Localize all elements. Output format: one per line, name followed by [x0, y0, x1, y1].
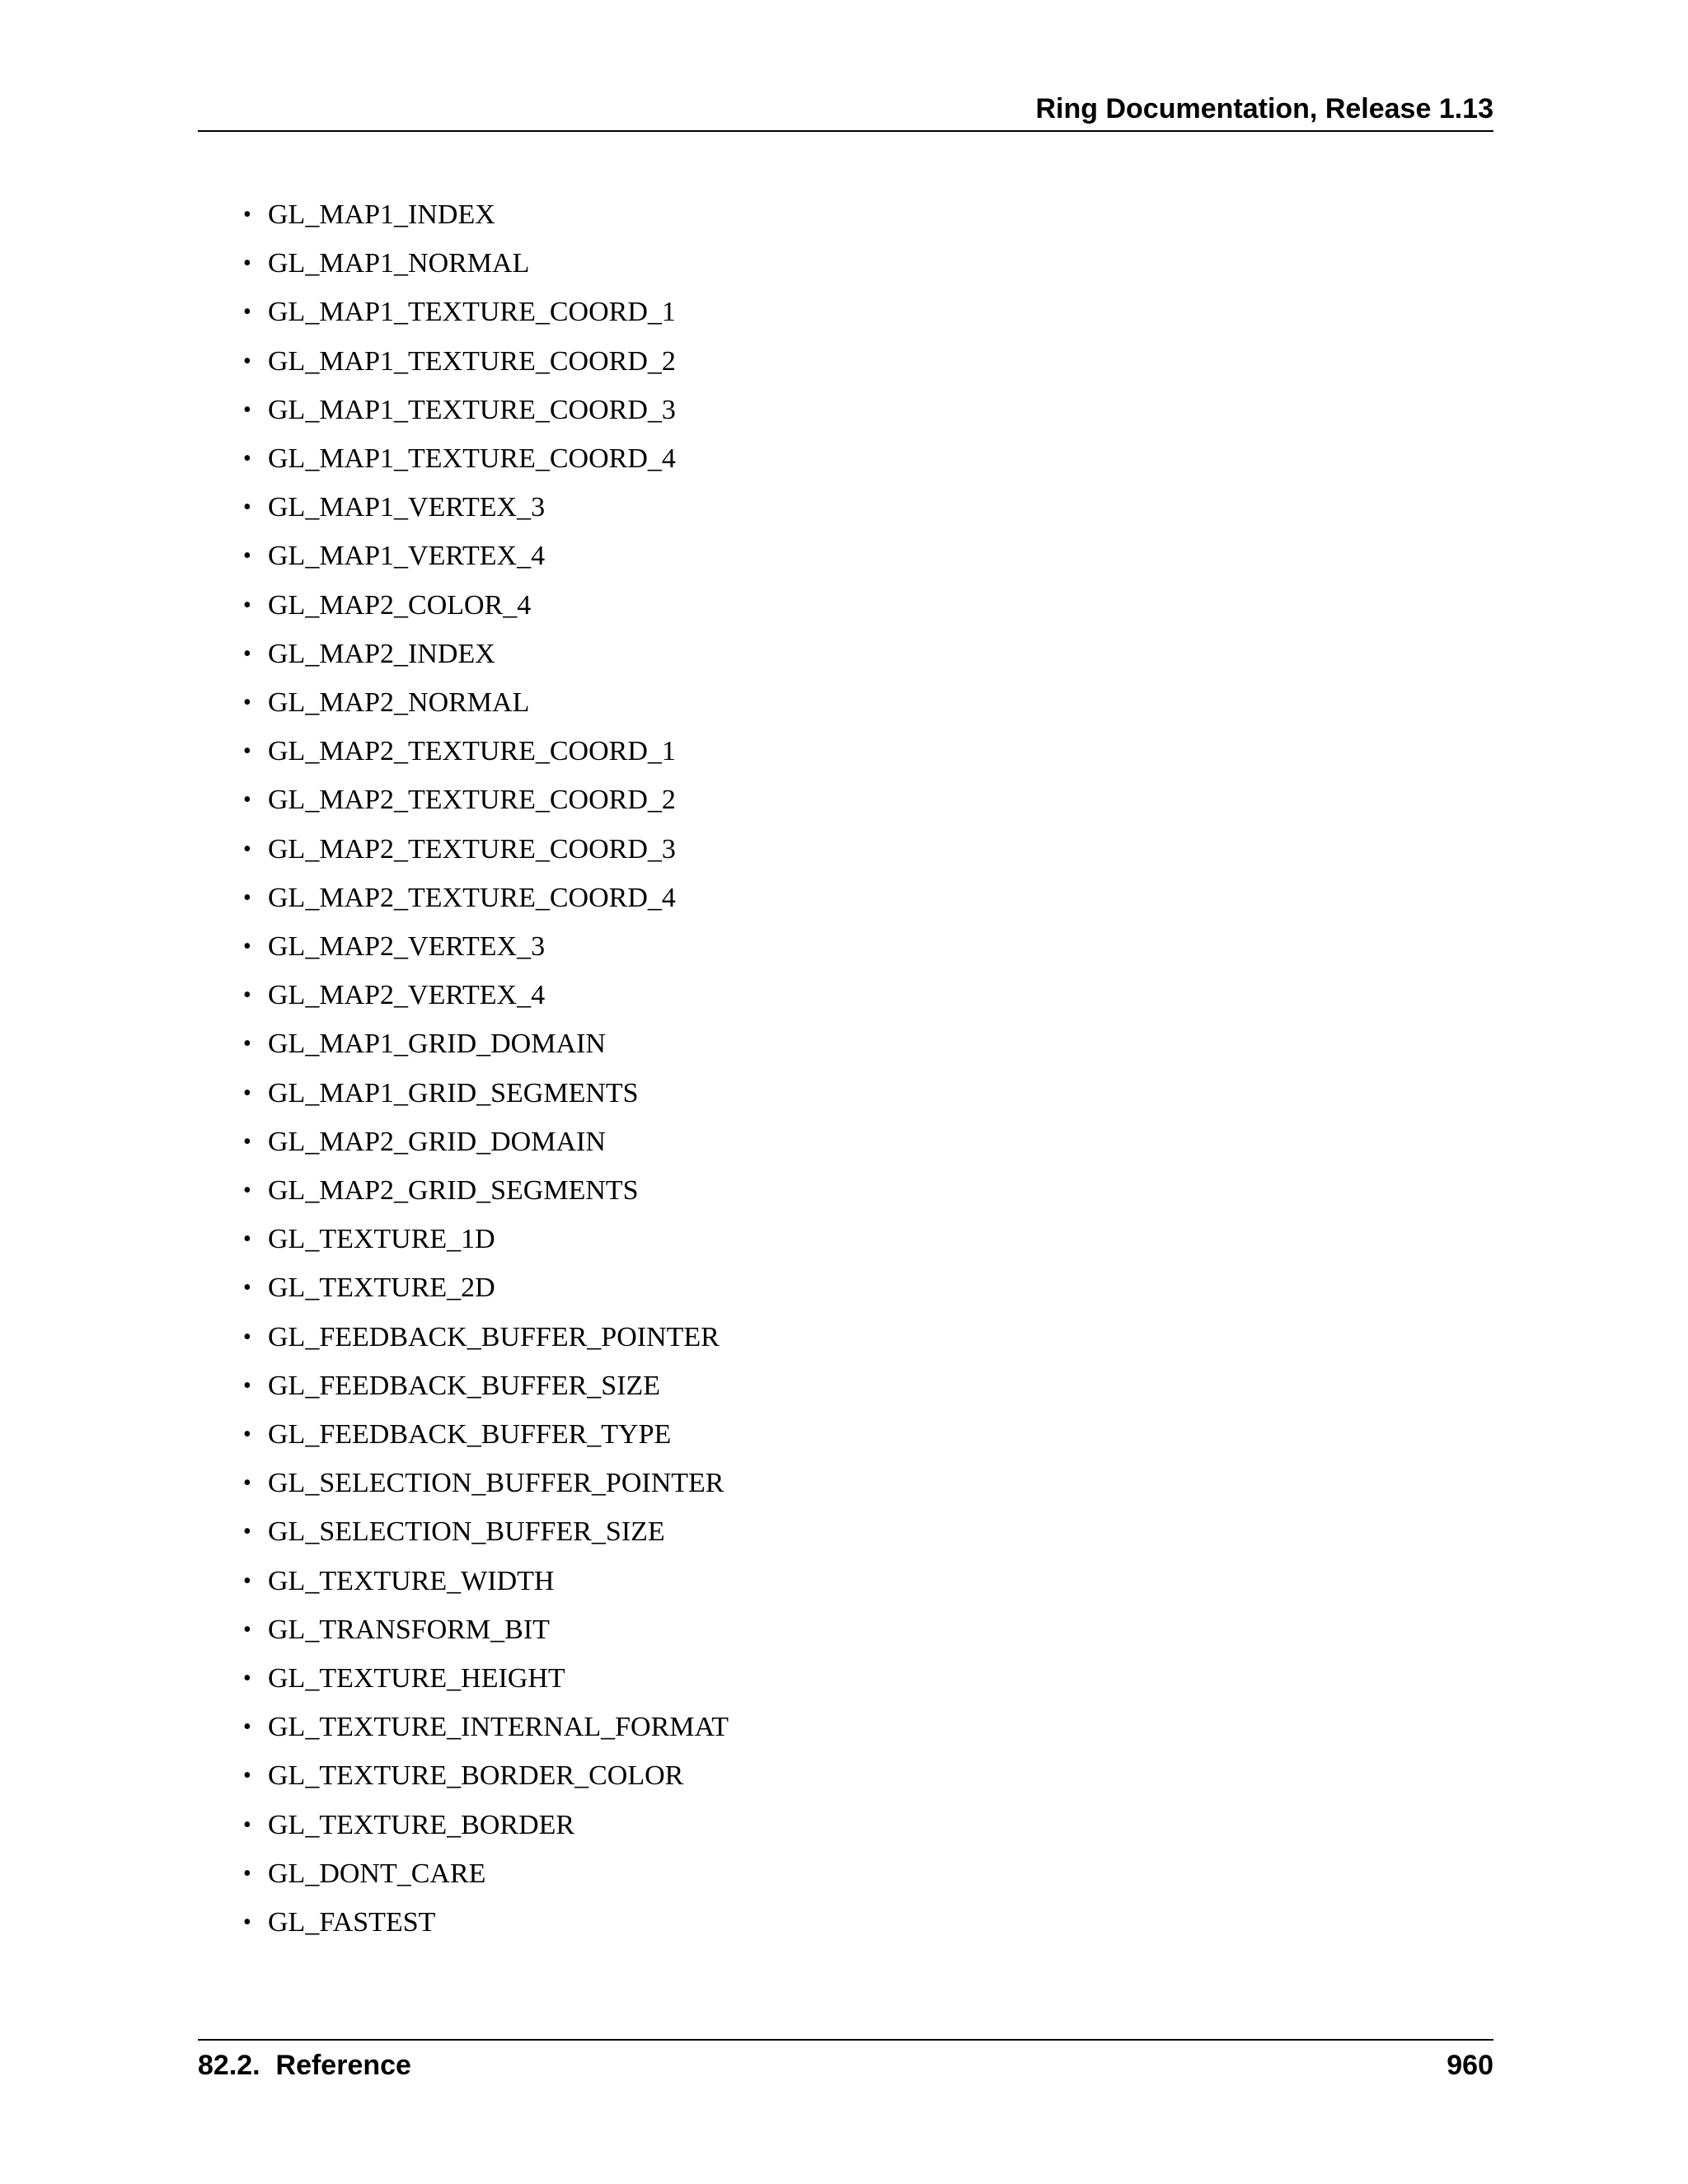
- bullet-marker: •: [243, 837, 251, 862]
- list-item-text: GL_MAP1_TEXTURE_COORD_3: [268, 395, 676, 425]
- list-item: [243, 780, 676, 820]
- bullet-marker: •: [243, 982, 251, 1008]
- header-rule: [198, 130, 1493, 132]
- list-item: [243, 1268, 495, 1308]
- list-item-text: GL_MAP2_TEXTURE_COORD_2: [268, 785, 676, 815]
- list-item-text: GL_MAP2_NORMAL: [268, 687, 530, 718]
- list-item: [243, 1464, 724, 1503]
- list-item: [243, 1512, 665, 1552]
- list-item: [243, 879, 676, 918]
- bullet-marker: •: [243, 1324, 251, 1350]
- bullet-marker: •: [243, 1470, 251, 1496]
- list-item: [243, 1171, 639, 1211]
- list-item-text: GL_MAP1_VERTEX_3: [268, 492, 546, 523]
- list-item-text: GL_MAP1_TEXTURE_COORD_4: [268, 443, 676, 474]
- bullet-marker: •: [243, 787, 251, 813]
- bullet-marker: •: [243, 1373, 251, 1399]
- list-item-text: GL_MAP2_GRID_DOMAIN: [268, 1127, 606, 1157]
- bullet-marker: •: [243, 543, 251, 569]
- list-item-text: GL_MAP1_INDEX: [268, 199, 495, 230]
- list-item-text: GL_MAP1_GRID_DOMAIN: [268, 1029, 606, 1059]
- bullet-marker: •: [243, 1275, 251, 1301]
- list-item: [243, 1562, 554, 1601]
- list-item: [243, 1756, 683, 1796]
- bullet-marker: •: [243, 1763, 251, 1788]
- bullet-marker: •: [243, 1226, 251, 1252]
- list-item: [243, 683, 529, 723]
- bullet-marker: •: [243, 202, 251, 227]
- bullet-marker: •: [243, 1178, 251, 1203]
- list-item: [243, 1024, 606, 1064]
- list-item-text: GL_MAP2_TEXTURE_COORD_1: [268, 736, 676, 766]
- bullet-marker: •: [243, 1129, 251, 1155]
- list-item: [243, 391, 676, 430]
- list-item-text: GL_MAP1_VERTEX_4: [268, 541, 546, 571]
- list-item-text: GL_SELECTION_BUFFER_SIZE: [268, 1516, 665, 1547]
- bullet-marker: •: [243, 349, 251, 374]
- list-item: [243, 1122, 606, 1162]
- list-item: [243, 927, 545, 967]
- footer-rule: [198, 2039, 1493, 2041]
- list-item: [243, 1659, 565, 1699]
- footer-section-title: 82.2. Reference: [198, 2050, 411, 2081]
- list-item: [243, 195, 495, 235]
- list-item: [243, 1610, 550, 1650]
- list-item-text: GL_MAP1_TEXTURE_COORD_2: [268, 346, 676, 377]
- bullet-marker: •: [243, 1910, 251, 1935]
- bullet-marker: •: [243, 690, 251, 715]
- list-item: [243, 439, 676, 479]
- bullet-marker: •: [243, 494, 251, 520]
- list-item-text: GL_MAP1_GRID_SEGMENTS: [268, 1078, 639, 1108]
- list-item-text: GL_FEEDBACK_BUFFER_TYPE: [268, 1419, 672, 1450]
- list-item: [243, 488, 545, 527]
- bullet-marker: •: [243, 397, 251, 423]
- bullet-marker: •: [243, 1080, 251, 1106]
- list-item-text: GL_SELECTION_BUFFER_POINTER: [268, 1468, 724, 1498]
- bullet-marker: •: [243, 1714, 251, 1740]
- list-item: [243, 1854, 485, 1894]
- list-item-text: GL_TRANSFORM_BIT: [268, 1615, 550, 1645]
- bullet-marker: •: [243, 934, 251, 959]
- list-item: [243, 732, 676, 771]
- list-item-text: GL_TEXTURE_BORDER_COLOR: [268, 1760, 684, 1791]
- list-item: [243, 1220, 495, 1259]
- list-item-text: GL_TEXTURE_WIDTH: [268, 1566, 555, 1596]
- bullet-marker: •: [243, 251, 251, 276]
- list-item-text: GL_TEXTURE_INTERNAL_FORMAT: [268, 1712, 729, 1742]
- bullet-marker: •: [243, 1031, 251, 1057]
- list-item-text: GL_FEEDBACK_BUFFER_SIZE: [268, 1371, 661, 1401]
- list-item-text: GL_MAP2_TEXTURE_COORD_3: [268, 834, 676, 865]
- bullet-marker: •: [243, 1861, 251, 1886]
- list-item: [243, 830, 676, 869]
- list-item: [243, 1708, 729, 1747]
- bullet-marker: •: [243, 446, 251, 471]
- list-item: [243, 293, 676, 332]
- bullet-marker: •: [243, 738, 251, 764]
- list-item-text: GL_MAP1_TEXTURE_COORD_1: [268, 297, 676, 327]
- list-item-text: GL_MAP2_TEXTURE_COORD_4: [268, 883, 676, 913]
- list-item: [243, 976, 545, 1015]
- bullet-marker: •: [243, 1666, 251, 1691]
- bullet-marker: •: [243, 299, 251, 325]
- list-item: [243, 342, 676, 382]
- bullet-marker: •: [243, 641, 251, 667]
- list-item: [243, 586, 531, 626]
- list-item-text: GL_MAP2_GRID_SEGMENTS: [268, 1175, 639, 1206]
- list-item-text: GL_MAP2_VERTEX_3: [268, 931, 546, 962]
- footer-page-number: 960: [1447, 2050, 1493, 2081]
- list-item-text: GL_MAP2_COLOR_4: [268, 590, 532, 621]
- list-item: [243, 244, 529, 284]
- list-item: [243, 1366, 660, 1406]
- list-item: [243, 1806, 574, 1845]
- bullet-marker: •: [243, 885, 251, 911]
- page-header-title: Ring Documentation, Release 1.13: [1035, 93, 1493, 124]
- list-item-text: GL_TEXTURE_HEIGHT: [268, 1663, 565, 1694]
- list-item-text: GL_FEEDBACK_BUFFER_POINTER: [268, 1322, 720, 1352]
- list-item-text: GL_DONT_CARE: [268, 1858, 486, 1889]
- bullet-marker: •: [243, 1422, 251, 1447]
- list-item: [243, 1415, 671, 1455]
- list-item-text: GL_TEXTURE_1D: [268, 1224, 495, 1254]
- list-item: [243, 635, 495, 674]
- list-item: [243, 1903, 435, 1943]
- bullet-marker: •: [243, 593, 251, 618]
- bullet-marker: •: [243, 1519, 251, 1544]
- list-item-text: GL_MAP1_NORMAL: [268, 248, 530, 279]
- bullet-marker: •: [243, 1812, 251, 1838]
- list-item-text: GL_TEXTURE_BORDER: [268, 1810, 575, 1840]
- bullet-marker: •: [243, 1568, 251, 1594]
- list-item: [243, 1318, 720, 1357]
- list-item-text: GL_FASTEST: [268, 1907, 436, 1938]
- bullet-marker: •: [243, 1617, 251, 1643]
- list-item-text: GL_MAP2_INDEX: [268, 639, 495, 669]
- list-item-text: GL_MAP2_VERTEX_4: [268, 980, 546, 1010]
- list-item: [243, 537, 545, 576]
- list-item-text: GL_TEXTURE_2D: [268, 1272, 495, 1303]
- list-item: [243, 1074, 639, 1113]
